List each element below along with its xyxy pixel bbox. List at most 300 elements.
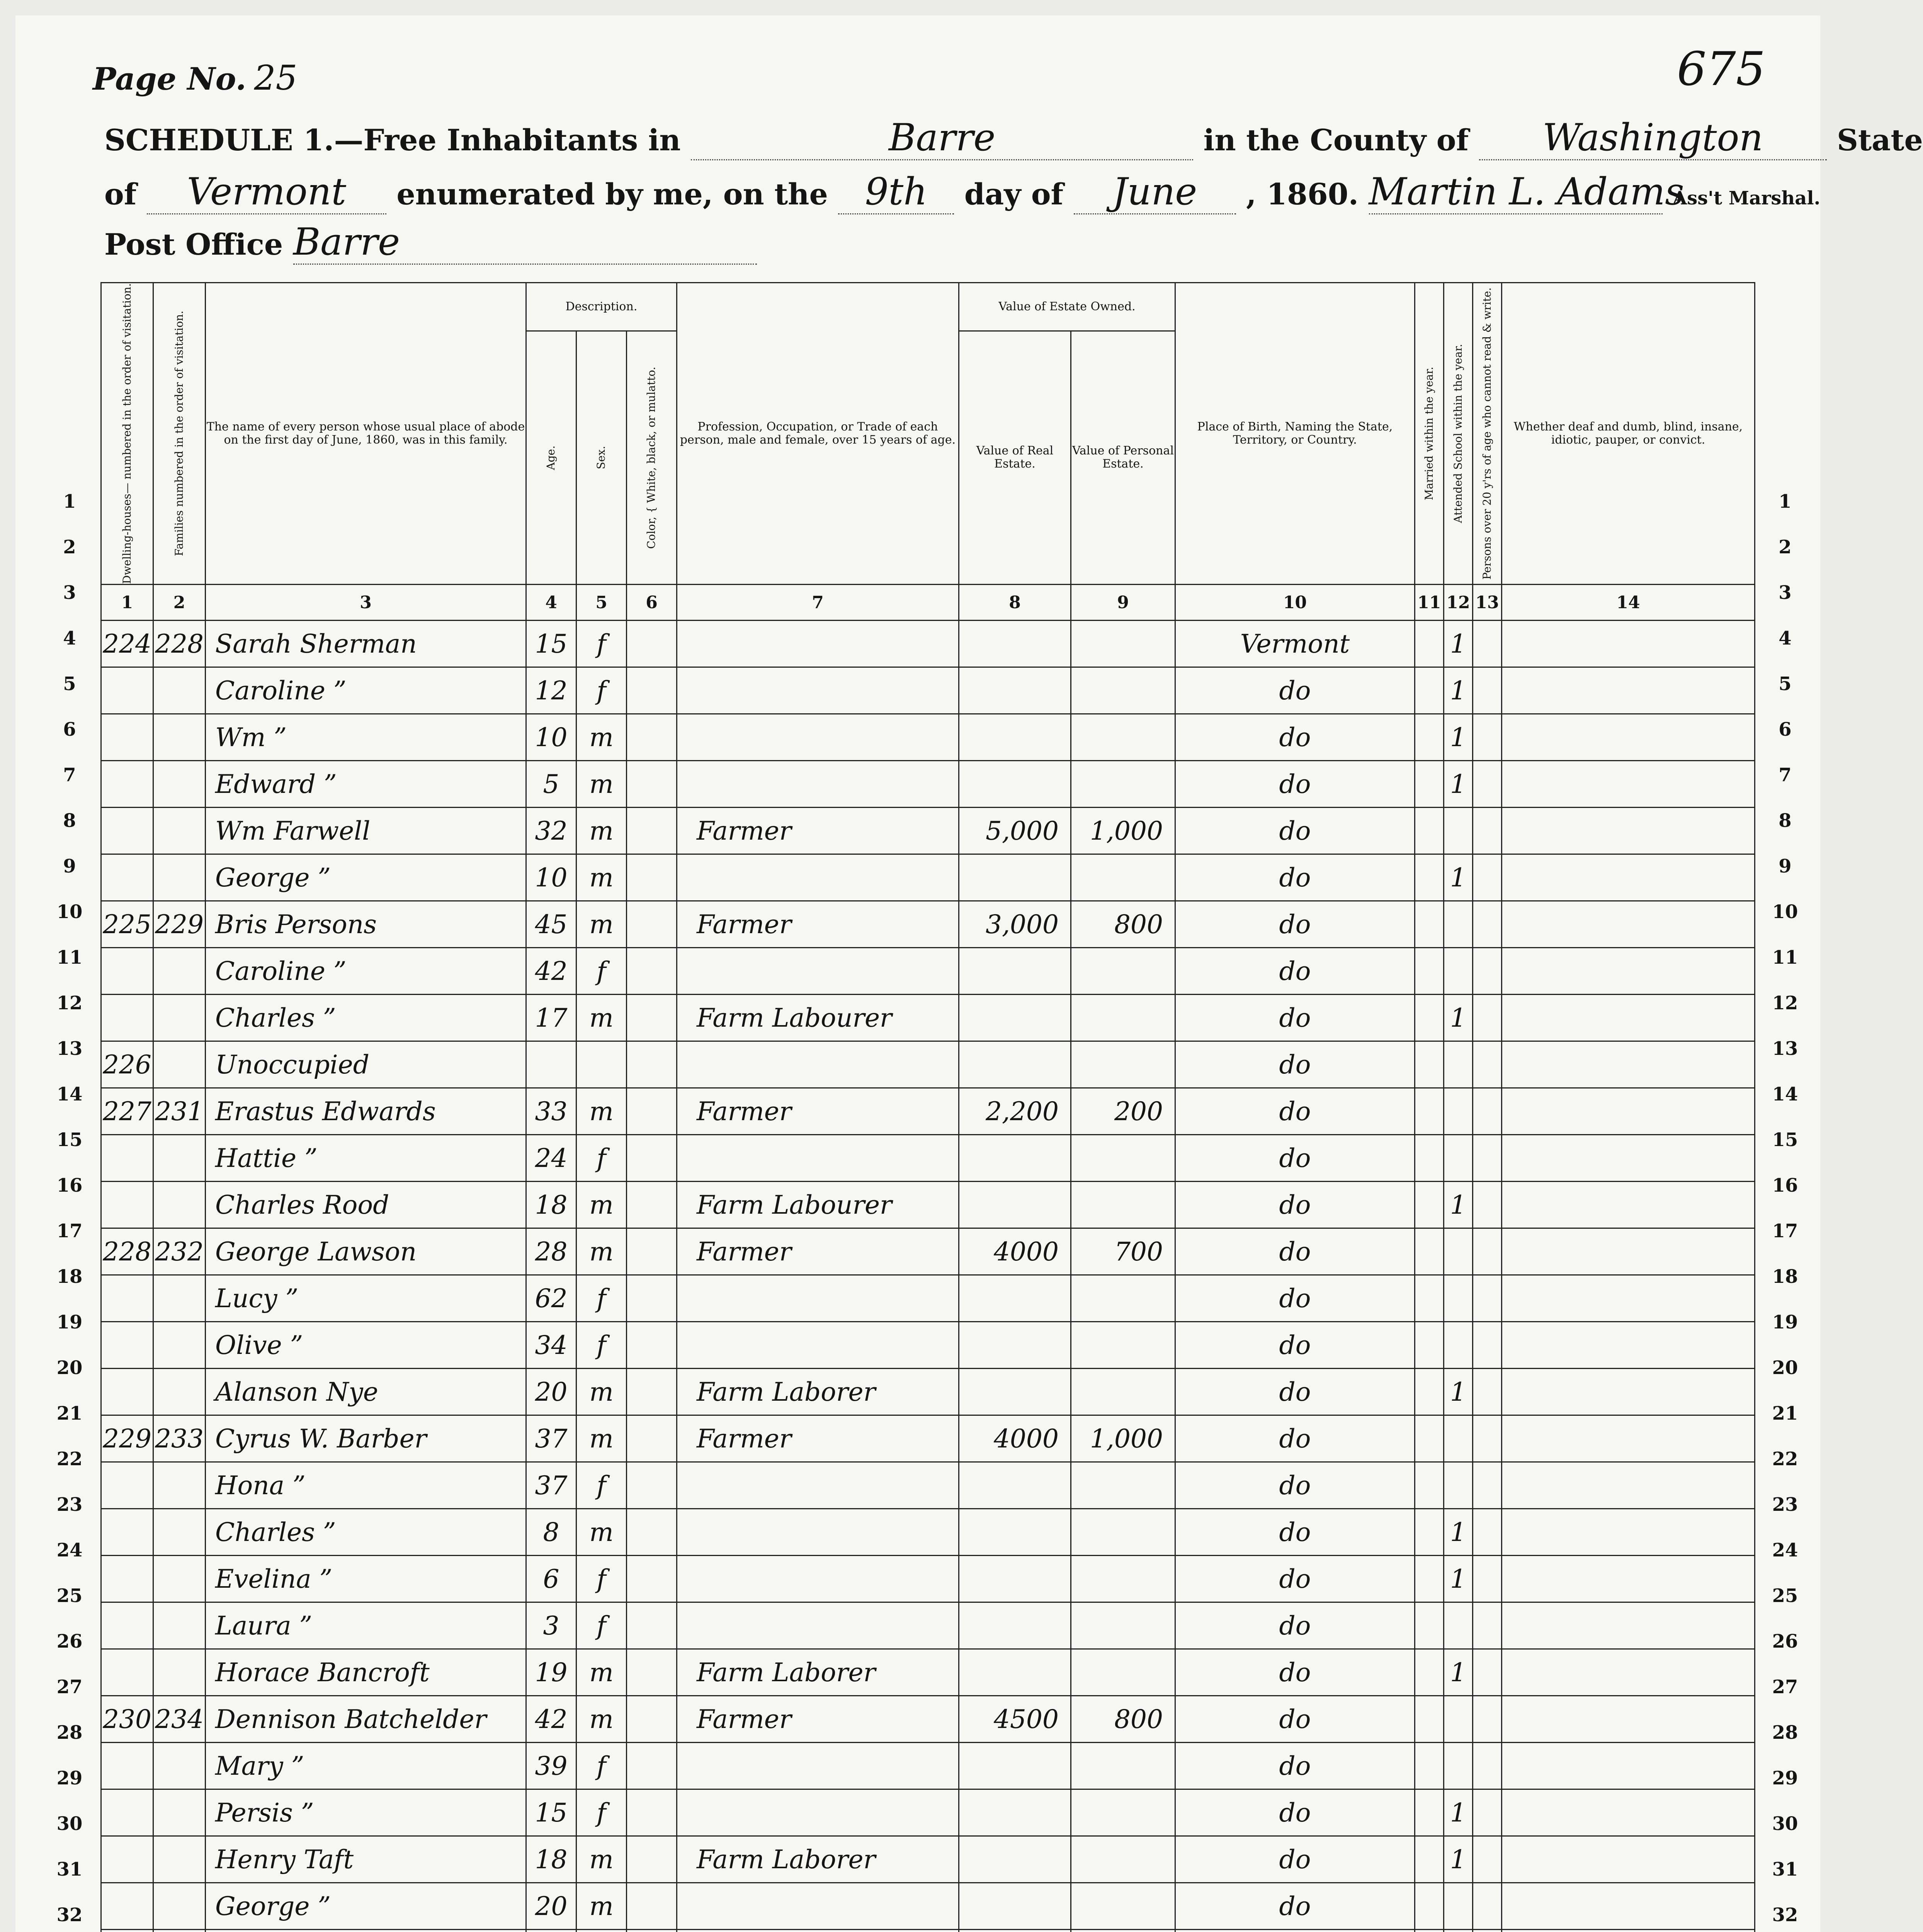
occupation-value: Farm Labourer [677, 1182, 959, 1228]
table-row [101, 1322, 1755, 1369]
post-office-field: Barre [293, 220, 757, 265]
personal-estate-value [1071, 1556, 1175, 1602]
dwelling-number: 227 [101, 1088, 153, 1135]
age-value: 37 [526, 1462, 576, 1509]
month-field: June [1074, 170, 1236, 214]
birthplace-value: do [1175, 1462, 1415, 1509]
condition-value [1502, 1369, 1755, 1415]
table-row [101, 1182, 1755, 1228]
person-name: Charles ” [206, 995, 526, 1041]
color-value [627, 1743, 677, 1789]
line-number-left: 4 [63, 628, 76, 649]
personal-estate-value [1071, 1836, 1175, 1883]
sex-value: f [576, 1462, 627, 1509]
birthplace-value: do [1175, 1041, 1415, 1088]
line-number-right: 20 [1772, 1357, 1798, 1379]
family-number: 229 [153, 901, 206, 948]
illiterate-value [1473, 761, 1502, 808]
family-number [153, 1789, 206, 1836]
occupation-value [677, 1602, 959, 1649]
illiterate-value [1473, 901, 1502, 948]
table-row [101, 714, 1755, 761]
person-name: Alanson Nye [206, 1369, 526, 1415]
personal-estate-value [1071, 1602, 1175, 1649]
family-number [153, 1275, 206, 1322]
sex-value: m [576, 1696, 627, 1743]
birthplace-value: do [1175, 1509, 1415, 1556]
condition-value [1502, 1883, 1755, 1930]
age-value [526, 1041, 576, 1088]
color-value [627, 667, 677, 714]
occupation-value [677, 1556, 959, 1602]
table-row [101, 995, 1755, 1041]
birthplace-value: do [1175, 854, 1415, 901]
table-row [101, 1135, 1755, 1182]
occupation-value: Farm Laborer [677, 1836, 959, 1883]
occupation-value: Farmer [677, 808, 959, 854]
color-value [627, 1041, 677, 1088]
married-value [1415, 621, 1444, 667]
dwelling-number [101, 854, 153, 901]
table-row [101, 1228, 1755, 1275]
line-number-left: 5 [63, 673, 76, 695]
occupation-value [677, 1462, 959, 1509]
line-number-left: 28 [56, 1722, 83, 1743]
line-number-right: 18 [1772, 1266, 1798, 1287]
table-row [101, 1743, 1755, 1789]
family-number: 231 [153, 1088, 206, 1135]
color-value [627, 1883, 677, 1930]
dwelling-number [101, 1883, 153, 1930]
illiterate-value [1473, 1275, 1502, 1322]
column-number: 3 [206, 585, 526, 621]
birthplace-value: do [1175, 1696, 1415, 1743]
dwelling-number [101, 1182, 153, 1228]
column-number: 4 [526, 585, 576, 621]
illiterate-value [1473, 1322, 1502, 1369]
illiterate-value [1473, 1182, 1502, 1228]
color-value [627, 1322, 677, 1369]
line-number-left: 14 [56, 1083, 83, 1105]
condition-value [1502, 1228, 1755, 1275]
line-number-right: 4 [1778, 628, 1792, 649]
occupation-value: Farmer [677, 1415, 959, 1462]
table-row [101, 1930, 1755, 1932]
condition-value [1502, 854, 1755, 901]
occupation-value [677, 1041, 959, 1088]
color-value [627, 1649, 677, 1696]
person-name: Wm ” [206, 714, 526, 761]
condition-value [1502, 1182, 1755, 1228]
occupation-value [677, 1789, 959, 1836]
birthplace-value: do [1175, 1322, 1415, 1369]
col-sex-header: Sex. [576, 331, 627, 585]
line-number-left: 26 [56, 1631, 83, 1652]
age-value: 45 [526, 901, 576, 948]
school-value [1444, 1930, 1473, 1932]
school-value: 1 [1444, 854, 1473, 901]
married-value [1415, 1556, 1444, 1602]
person-name: Charles Rood [206, 1182, 526, 1228]
sex-value: m [576, 1088, 627, 1135]
school-value: 1 [1444, 1509, 1473, 1556]
table-row [101, 854, 1755, 901]
school-value: 1 [1444, 1369, 1473, 1415]
dwelling-number [101, 1135, 153, 1182]
illiterate-value [1473, 995, 1502, 1041]
condition-value [1502, 1556, 1755, 1602]
table-row [101, 1836, 1755, 1883]
color-value [627, 1088, 677, 1135]
line-number-left: 7 [63, 764, 76, 786]
sex-value: f [576, 1789, 627, 1836]
married-value [1415, 1135, 1444, 1182]
table-row [101, 761, 1755, 808]
illiterate-value [1473, 1649, 1502, 1696]
family-number [153, 1649, 206, 1696]
line-number-left: 24 [56, 1539, 83, 1561]
married-value [1415, 901, 1444, 948]
personal-estate-value [1071, 1649, 1175, 1696]
line-number-right: 31 [1772, 1859, 1798, 1880]
line-number-left: 32 [56, 1904, 83, 1926]
age-value: 20 [526, 1369, 576, 1415]
sex-value: m [576, 1415, 627, 1462]
person-name: Edward ” [206, 761, 526, 808]
sex-value: m [576, 1182, 627, 1228]
illiterate-value [1473, 1415, 1502, 1462]
married-value [1415, 1088, 1444, 1135]
color-value [627, 948, 677, 995]
dwelling-number [101, 1369, 153, 1415]
personal-estate-value [1071, 1322, 1175, 1369]
column-number: 14 [1502, 585, 1755, 621]
color-value [627, 1415, 677, 1462]
sex-value [576, 1930, 627, 1932]
sex-value: m [576, 714, 627, 761]
condition-value [1502, 1275, 1755, 1322]
condition-value [1502, 1836, 1755, 1883]
occupation-value [677, 1135, 959, 1182]
table-row [101, 1696, 1755, 1743]
married-value [1415, 1789, 1444, 1836]
birthplace-value: do [1175, 761, 1415, 808]
sex-value: m [576, 1649, 627, 1696]
table-row [101, 1556, 1755, 1602]
line-number-right: 32 [1772, 1904, 1798, 1926]
town-field: Barre [691, 116, 1193, 160]
person-name: Cyrus W. Barber [206, 1415, 526, 1462]
school-value [1444, 1135, 1473, 1182]
real-estate-value [959, 854, 1071, 901]
dwelling-number [101, 995, 153, 1041]
color-value [627, 1930, 677, 1932]
table-row [101, 1462, 1755, 1509]
column-number: 2 [153, 585, 206, 621]
occupation-value [677, 1743, 959, 1789]
line-number-right: 22 [1772, 1448, 1798, 1470]
illiterate-value [1473, 1930, 1502, 1932]
personal-estate-value [1071, 1041, 1175, 1088]
age-value: 20 [526, 1883, 576, 1930]
occupation-value [677, 1275, 959, 1322]
illiterate-value [1473, 1743, 1502, 1789]
married-value [1415, 714, 1444, 761]
day-field: 9th [838, 170, 954, 214]
age-value: 37 [526, 1415, 576, 1462]
school-value [1444, 1462, 1473, 1509]
dwelling-number [101, 714, 153, 761]
line-number-left: 31 [56, 1859, 83, 1880]
person-name: Caroline ” [206, 948, 526, 995]
real-estate-value [959, 995, 1071, 1041]
person-name: Hattie ” [206, 1135, 526, 1182]
color-value [627, 1135, 677, 1182]
age-value: 3 [526, 1602, 576, 1649]
color-value [627, 901, 677, 948]
line-number-right: 8 [1778, 810, 1792, 832]
sex-value: m [576, 854, 627, 901]
condition-value [1502, 1462, 1755, 1509]
line-number-right: 6 [1778, 719, 1792, 740]
header-line-1: SCHEDULE 1.—Free Inhabitants in Barre in the County of Washington State [104, 116, 1923, 160]
sex-value: f [576, 1322, 627, 1369]
school-value [1444, 808, 1473, 854]
condition-value [1502, 1930, 1755, 1932]
real-estate-value [959, 1322, 1071, 1369]
person-name: George ” [206, 854, 526, 901]
line-number-right: 9 [1778, 855, 1792, 877]
dwelling-number [101, 1322, 153, 1369]
condition-value [1502, 1602, 1755, 1649]
sex-value: f [576, 948, 627, 995]
col-dwelling-header: Dwelling-houses— numbered in the order of visitation. [101, 283, 153, 585]
school-value [1444, 1041, 1473, 1088]
table-row [101, 1275, 1755, 1322]
dwelling-number [101, 1649, 153, 1696]
birthplace-value: do [1175, 1789, 1415, 1836]
family-number [153, 1930, 206, 1932]
table-row [101, 1369, 1755, 1415]
condition-value [1502, 714, 1755, 761]
personal-estate-value: 700 [1071, 1228, 1175, 1275]
school-value [1444, 1275, 1473, 1322]
real-estate-value [959, 1182, 1071, 1228]
sex-value: m [576, 808, 627, 854]
married-value [1415, 808, 1444, 854]
illiterate-value [1473, 621, 1502, 667]
married-value [1415, 1275, 1444, 1322]
family-number [153, 1041, 206, 1088]
person-name: Lucy ” [206, 1275, 526, 1322]
line-number-left: 30 [56, 1813, 83, 1835]
line-number-left: 18 [56, 1266, 83, 1287]
table-row [101, 1509, 1755, 1556]
real-estate-value [959, 1883, 1071, 1930]
sex-value: f [576, 1135, 627, 1182]
dwelling-number [101, 1930, 153, 1932]
family-number [153, 995, 206, 1041]
person-name: Dennison Batchelder [206, 1696, 526, 1743]
married-value [1415, 1369, 1444, 1415]
dwelling-number [101, 1743, 153, 1789]
col-birthplace-header: Place of Birth, Naming the State, Territory, or Country. [1175, 283, 1415, 585]
age-value: 18 [526, 1182, 576, 1228]
table-row [101, 667, 1755, 714]
line-number-right: 1 [1778, 491, 1792, 512]
family-number [153, 1509, 206, 1556]
age-value: 8 [526, 1509, 576, 1556]
school-value: 1 [1444, 621, 1473, 667]
line-number-right: 14 [1772, 1083, 1798, 1105]
birthplace-value: do [1175, 1415, 1415, 1462]
line-number-left: 12 [56, 992, 83, 1014]
line-number-left: 8 [63, 810, 76, 832]
col-occupation-header: Profession, Occupation, or Trade of each person, male and female, over 15 years of age. [677, 283, 959, 585]
sex-value: f [576, 621, 627, 667]
occupation-value [677, 948, 959, 995]
personal-estate-value [1071, 1789, 1175, 1836]
birthplace-value: do [1175, 1228, 1415, 1275]
married-value [1415, 1696, 1444, 1743]
married-value [1415, 1649, 1444, 1696]
birthplace-value: do [1175, 1649, 1415, 1696]
dwelling-number [101, 948, 153, 995]
color-value [627, 854, 677, 901]
line-number-right: 11 [1772, 947, 1798, 968]
page-stamp: 675 [1677, 43, 1766, 96]
person-name: Laura ” [206, 1602, 526, 1649]
personal-estate-value [1071, 1135, 1175, 1182]
personal-estate-value [1071, 995, 1175, 1041]
school-value: 1 [1444, 714, 1473, 761]
person-name [206, 1930, 526, 1932]
personal-estate-value [1071, 1369, 1175, 1415]
married-value [1415, 995, 1444, 1041]
condition-value [1502, 1649, 1755, 1696]
married-value [1415, 948, 1444, 995]
personal-estate-value [1071, 1275, 1175, 1322]
illiterate-value [1473, 1883, 1502, 1930]
married-value [1415, 1509, 1444, 1556]
age-value: 32 [526, 808, 576, 854]
line-number-right: 21 [1772, 1403, 1798, 1424]
line-number-left: 15 [56, 1129, 83, 1151]
family-number [153, 1462, 206, 1509]
age-value: 42 [526, 1696, 576, 1743]
col-family-header: Families numbered in the order of visitation. [153, 283, 206, 585]
line-number-left: 25 [56, 1585, 83, 1607]
married-value [1415, 667, 1444, 714]
condition-value [1502, 667, 1755, 714]
table-row [101, 1415, 1755, 1462]
color-value [627, 1556, 677, 1602]
real-estate-value [959, 1930, 1071, 1932]
line-number-right: 2 [1778, 536, 1792, 558]
table-row [101, 1649, 1755, 1696]
occupation-value: Farmer [677, 1228, 959, 1275]
married-value [1415, 1322, 1444, 1369]
school-value: 1 [1444, 995, 1473, 1041]
column-number: 12 [1444, 585, 1473, 621]
state-field: Vermont [147, 170, 386, 214]
personal-estate-value [1071, 1182, 1175, 1228]
school-value [1444, 1228, 1473, 1275]
personal-estate-value: 1,000 [1071, 1415, 1175, 1462]
line-number-left: 22 [56, 1448, 83, 1470]
county-field: Washington [1479, 116, 1827, 160]
marshal-field: Martin L. Adams [1369, 170, 1663, 214]
col-age-header: Age. [526, 331, 576, 585]
family-number [153, 1556, 206, 1602]
real-estate-value [959, 761, 1071, 808]
condition-value [1502, 995, 1755, 1041]
col-married-header: Married within the year. [1415, 283, 1444, 585]
age-value: 28 [526, 1228, 576, 1275]
age-value: 33 [526, 1088, 576, 1135]
real-estate-value [959, 621, 1071, 667]
birthplace-value: do [1175, 1088, 1415, 1135]
illiterate-value [1473, 1088, 1502, 1135]
school-value [1444, 1602, 1473, 1649]
family-number [153, 1369, 206, 1415]
school-value: 1 [1444, 1556, 1473, 1602]
condition-value [1502, 1322, 1755, 1369]
occupation-value [677, 1883, 959, 1930]
illiterate-value [1473, 1509, 1502, 1556]
sex-value: m [576, 901, 627, 948]
person-name: Horace Bancroft [206, 1649, 526, 1696]
condition-value [1502, 808, 1755, 854]
birthplace-value: do [1175, 1369, 1415, 1415]
person-name: Bris Persons [206, 901, 526, 948]
family-number [153, 1182, 206, 1228]
line-number-right: 23 [1772, 1494, 1798, 1515]
table-row [101, 1088, 1755, 1135]
col-school-header: Attended School within the year. [1444, 283, 1473, 585]
illiterate-value [1473, 1462, 1502, 1509]
col-description-header: Description. [526, 283, 677, 331]
school-value: 1 [1444, 1182, 1473, 1228]
column-number: 5 [576, 585, 627, 621]
dwelling-number: 229 [101, 1415, 153, 1462]
line-number-right: 28 [1772, 1722, 1798, 1743]
illiterate-value [1473, 1228, 1502, 1275]
school-value [1444, 1415, 1473, 1462]
age-value: 12 [526, 667, 576, 714]
occupation-value [677, 714, 959, 761]
dwelling-number: 224 [101, 621, 153, 667]
col-color-header: Color, { White, black, or mulatto. [627, 331, 677, 585]
illiterate-value [1473, 1369, 1502, 1415]
family-number [153, 948, 206, 995]
person-name: Olive ” [206, 1322, 526, 1369]
personal-estate-value [1071, 761, 1175, 808]
dwelling-number [101, 1836, 153, 1883]
person-name: Caroline ” [206, 667, 526, 714]
sex-value: f [576, 1602, 627, 1649]
line-number-left: 3 [63, 582, 76, 604]
occupation-value [677, 761, 959, 808]
col-estate-header: Value of Estate Owned. [959, 283, 1175, 331]
birthplace-value: do [1175, 667, 1415, 714]
color-value [627, 1789, 677, 1836]
line-number-right: 17 [1772, 1220, 1798, 1242]
table-row [101, 1041, 1755, 1088]
line-number-right: 12 [1772, 992, 1798, 1014]
person-name: Erastus Edwards [206, 1088, 526, 1135]
birthplace-value: do [1175, 714, 1415, 761]
